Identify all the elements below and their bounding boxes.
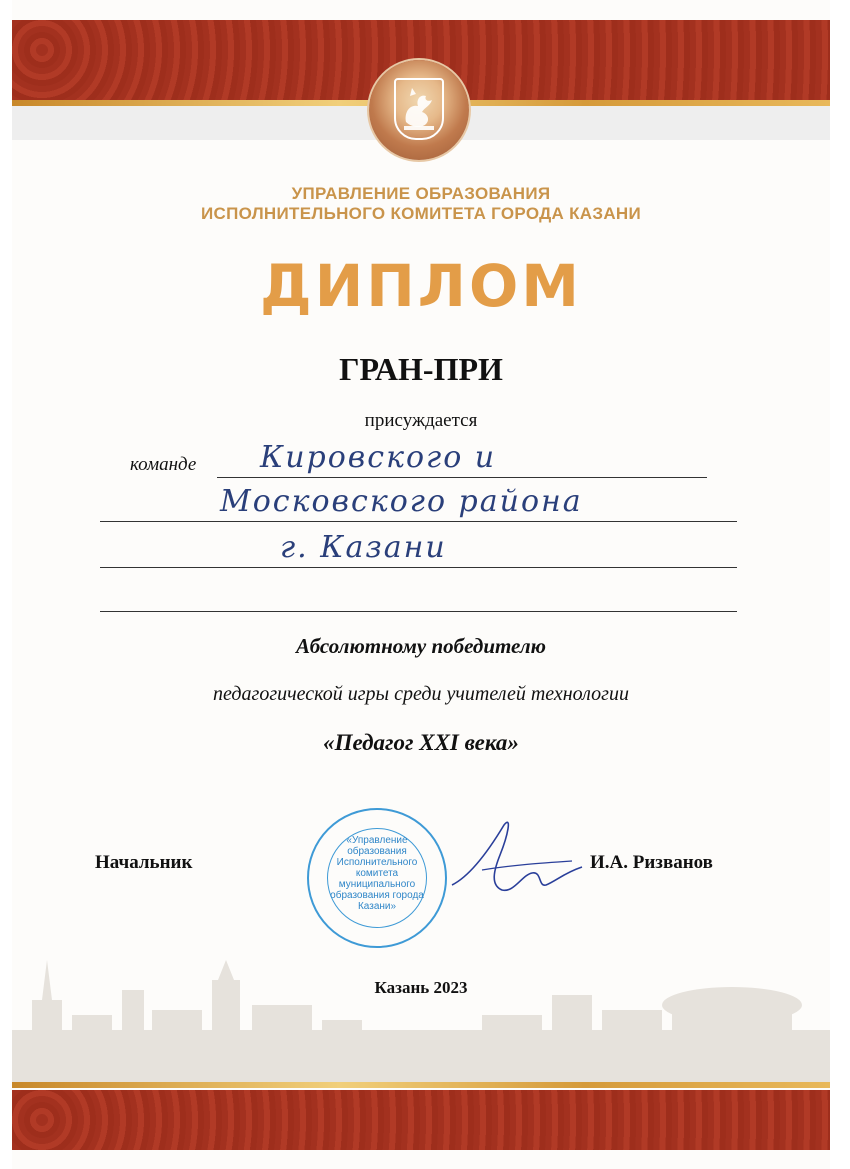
handwritten-line-3: г. Казани — [280, 530, 447, 565]
bottom-ornament-band — [12, 1090, 830, 1150]
place-and-year: Казань 2023 — [374, 978, 468, 997]
fill-line-2 — [100, 521, 737, 522]
fill-line-3 — [100, 567, 737, 568]
dragon-icon — [398, 84, 440, 134]
fill-line-4 — [100, 611, 737, 612]
stamp-center-text: «Управление образования Исполнительного комитета муниципального образования города Казани» — [330, 835, 424, 912]
bottom-gold-stripe — [12, 1082, 830, 1088]
award-title: ГРАН-ПРИ — [339, 351, 503, 387]
event-line: педагогической игры среди учителей технологии — [213, 683, 629, 705]
handwritten-signature — [442, 815, 592, 905]
handwritten-line-1: Кировского и — [260, 440, 497, 475]
handwritten-line-2: Московского района — [220, 484, 583, 519]
organization-line-2: ИСПОЛНИТЕЛЬНОГО КОМИТЕТА ГОРОДА КАЗАНИ — [200, 204, 642, 223]
diploma-sheet — [12, 0, 830, 1169]
signatory-name: И.А. Ризванов — [590, 852, 713, 873]
event-name: «Педагог XXI века» — [323, 730, 519, 755]
signatory-position: Начальник — [95, 852, 193, 873]
fill-line-1 — [217, 477, 707, 478]
kazan-coat-of-arms-icon — [369, 60, 469, 160]
organization-line-1: УПРАВЛЕНИЕ ОБРАЗОВАНИЯ — [291, 184, 551, 203]
awarded-text: присуждается — [364, 410, 478, 431]
winner-line: Абсолютному победителю — [296, 634, 546, 658]
team-label: команде — [130, 454, 197, 475]
diploma-title: ДИПЛОМ — [260, 252, 582, 320]
official-stamp — [307, 808, 447, 948]
